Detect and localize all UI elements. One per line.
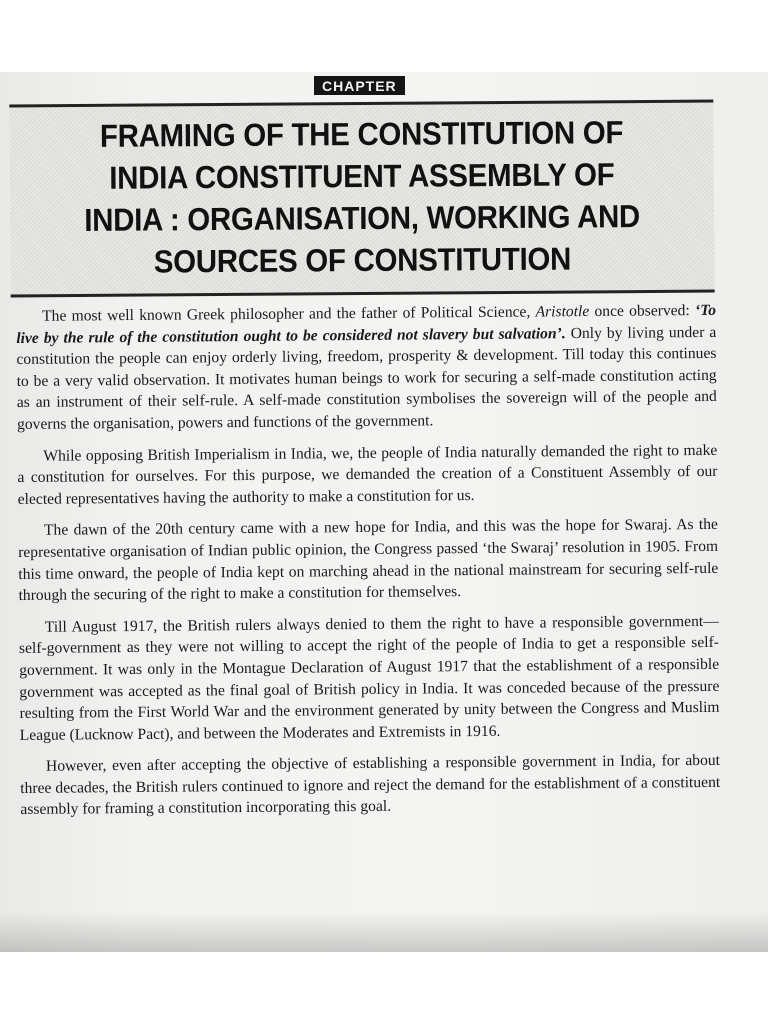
paragraph-3: The dawn of the 20th century came with a new hope for India, and this was the hope for Swaraj. As the representative organisation of Indian public opinion, the Congress passed ‘the Swaraj’ resolution in 1905. From this time onward, the people of India kept on marching ahead in the national mainstream for securing self-rule through the securing of the right to make a constitution for themselves.: [18, 516, 719, 605]
p1-text-a: The most well known Greek philosopher and the father of Political Science,: [42, 303, 536, 325]
p1-quote: ‘To live by the rule of the constitution ought to be considered not slavery but salvation’.: [16, 301, 717, 347]
paragraph-1: [16, 300, 717, 436]
title-line-3: INDIA : ORGANISATION, WORKING AND: [84, 198, 641, 238]
chapter-title: [38, 103, 687, 284]
p1-author: Aristotle: [535, 302, 590, 321]
body-text: [16, 300, 721, 831]
chapter-label: CHAPTER: [314, 76, 405, 95]
paragraph-2: While opposing British Imperialism in India, we, the people of India naturally demanded the right to make a constitution for ourselves. For this purpose, we demanded the creation of a Constituent Assembly of our elected representatives having the authority to make a constitution for us.: [17, 441, 718, 508]
p1-text-c: once observed:: [589, 302, 696, 320]
title-line-2: INDIA CONSTITUENT ASSEMBLY OF: [109, 156, 615, 196]
p1-text-e: Only by living under a constitution the people can enjoy orderly living, freedom, prosperity & development. Till today this continues to be a very valid observation. It motivates human beings to work for securing a self-made constitution acting as an instrument of their self-rule. A self-made constitution symbolises the sovereign will of the people and governs the organisation, powers and functions of the government.: [16, 323, 717, 433]
paragraph-4: Till August 1917, the British rulers always denied to them the right to have a responsible government—self-government as they were not willing to accept the right of the people of India to get a responsible self-government. It was only in the Montague Declaration of August 1917 that the establishment of a responsible government was accepted as the final goal of British policy in India. It was conceded because of the pressure resulting from the First World War and the environment generated by unity between the Congress and Muslim League (Lucknow Pact), and between the Moderates and Extremists in 1916.: [18, 612, 720, 744]
title-banner: [9, 100, 714, 298]
book-page: [0, 72, 768, 952]
title-line-4: SOURCES OF CONSTITUTION: [153, 240, 572, 280]
paragraph-5: However, even after accepting the objective of establishing a responsible government in India, for about three decades, the British rulers continued to ignore and reject the demand for the establishment of a constituent assembly for framing a constitution incorporating this goal.: [20, 752, 721, 819]
title-line-1: FRAMING OF THE CONSTITUTION OF: [99, 114, 624, 154]
